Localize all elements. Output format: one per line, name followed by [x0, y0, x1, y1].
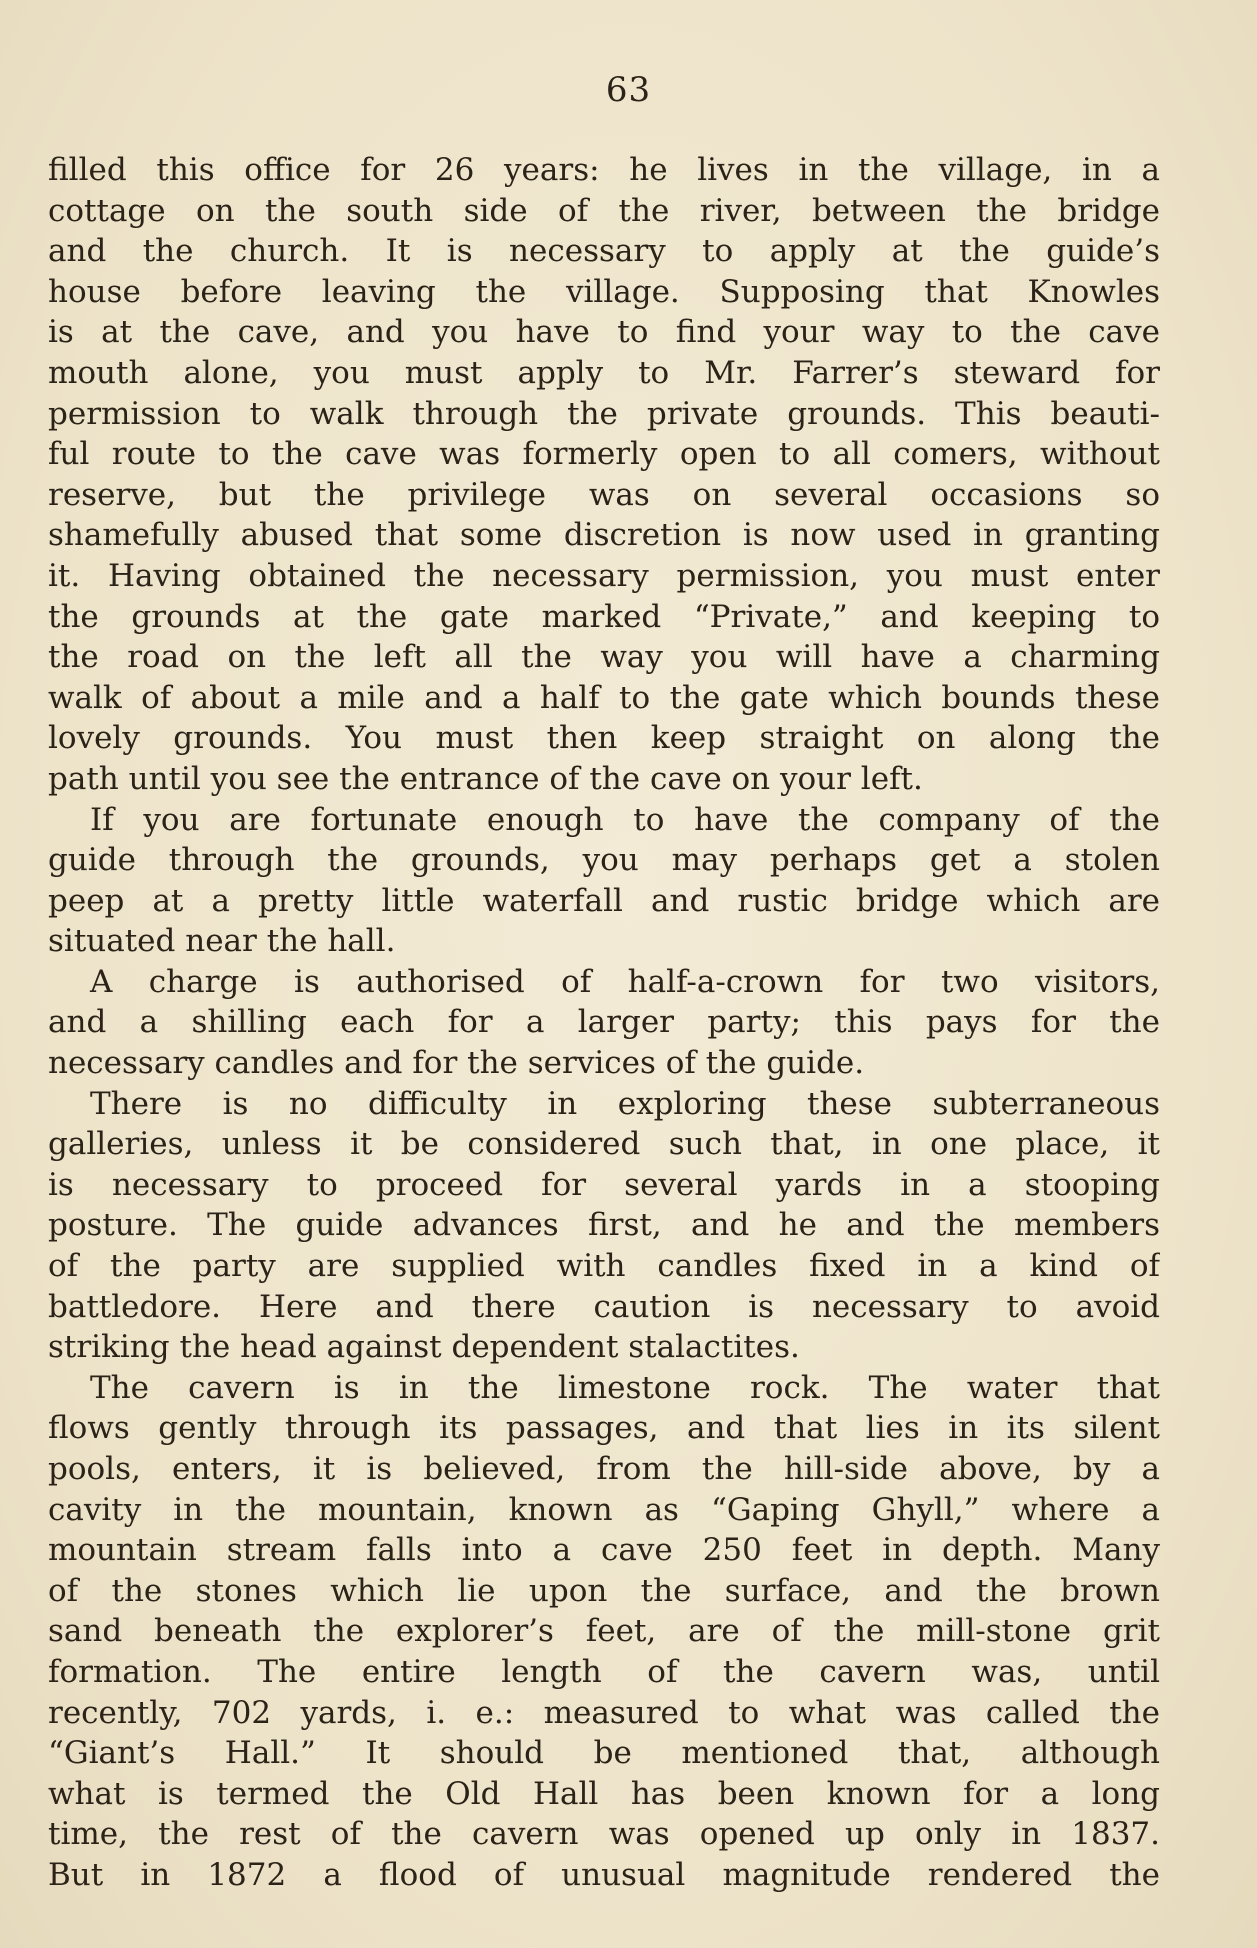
text-line: situated near the hall. — [48, 923, 396, 960]
text-line: A charge is authorised of half-a-crown for two visitors, — [90, 963, 1160, 1000]
text-line: “Giant’s Hall.” It should be mentioned that, although — [48, 1735, 1160, 1772]
text-line: and a shilling each for a larger party; this pays for the — [48, 1004, 1160, 1041]
text-line: permission to walk through the private grounds. This beauti- — [48, 395, 1160, 432]
text-line: mountain stream falls into a cave 250 feet in depth. Many — [48, 1532, 1160, 1569]
text-line: is at the cave, and you have to find your way to the cave — [48, 314, 1160, 351]
text-line: necessary candles and for the services of the guide. — [48, 1045, 865, 1082]
text-line: shamefully abused that some discretion is now used in granting — [48, 517, 1160, 554]
text-line: formation. The entire length of the cavern was, until — [48, 1653, 1160, 1690]
text-line: of the party are supplied with candles fixed in a kind of — [48, 1248, 1160, 1285]
text-line: sand beneath the explorer’s feet, are of the mill-stone grit — [48, 1613, 1160, 1650]
text-line: filled this office for 26 years: he lives in the village, in a — [48, 152, 1160, 188]
text-line: battledore. Here and there caution is necessary to avoid — [48, 1288, 1160, 1325]
text-line: recently, 702 yards, i. e.: measured to what was called the — [48, 1694, 1160, 1731]
text-line: cottage on the south side of the river, between the bridge — [48, 192, 1160, 229]
page-number: 63 — [605, 70, 652, 110]
text-line: is necessary to proceed for several yards in a stooping — [48, 1166, 1160, 1203]
text-line: of the stones which lie upon the surface, and the brown — [48, 1572, 1160, 1609]
text-line: striking the head against dependent stalactites. — [48, 1329, 800, 1366]
text-line: flows gently through its passages, and that lies in its silent — [48, 1410, 1160, 1447]
text-line: house before leaving the village. Supposing that Knowles — [48, 273, 1160, 310]
text-line: cavity in the mountain, known as “Gaping Ghyll,” where a — [48, 1491, 1160, 1528]
text-line: it. Having obtained the necessary permission, you must enter — [48, 557, 1160, 594]
text-line: path until you see the entrance of the cave on your left. — [48, 760, 923, 797]
body-text — [48, 150, 1160, 1896]
text-line: time, the rest of the cavern was opened up only in 1837. — [48, 1816, 1160, 1853]
text-line: the grounds at the gate marked “Private,” and keeping to — [48, 598, 1160, 635]
text-line: There is no difficulty in exploring these subterraneous — [90, 1085, 1160, 1122]
text-line: the road on the left all the way you will have a charming — [48, 639, 1160, 676]
text-line: walk of about a mile and a half to the gate which bounds these — [48, 679, 1160, 716]
text-line: The cavern is in the limestone rock. The water that — [90, 1369, 1160, 1406]
text-line: and the church. It is necessary to apply at the guide’s — [48, 233, 1160, 270]
text-line: pools, enters, it is believed, from the hill-side above, by a — [48, 1451, 1160, 1487]
text-line: But in 1872 a flood of unusual magnitude rendered the — [48, 1856, 1160, 1893]
text-line: what is termed the Old Hall has been known for a long — [48, 1775, 1160, 1812]
text-line: ful route to the cave was formerly open to all comers, without — [48, 436, 1160, 473]
text-line: If you are fortunate enough to have the company of the — [90, 801, 1160, 838]
text-line: mouth alone, you must apply to Mr. Farrer’s steward for — [48, 354, 1160, 391]
text-line: posture. The guide advances first, and he and the members — [48, 1207, 1160, 1244]
text-line: guide through the grounds, you may perhaps get a stolen — [48, 842, 1160, 879]
text-line: lovely grounds. You must then keep straight on along the — [48, 720, 1160, 757]
text-line: galleries, unless it be considered such that, in one place, it — [48, 1126, 1160, 1163]
text-line: reserve, but the privilege was on several occasions so — [48, 476, 1160, 513]
text-line: peep at a pretty little waterfall and rustic bridge which are — [48, 882, 1160, 919]
